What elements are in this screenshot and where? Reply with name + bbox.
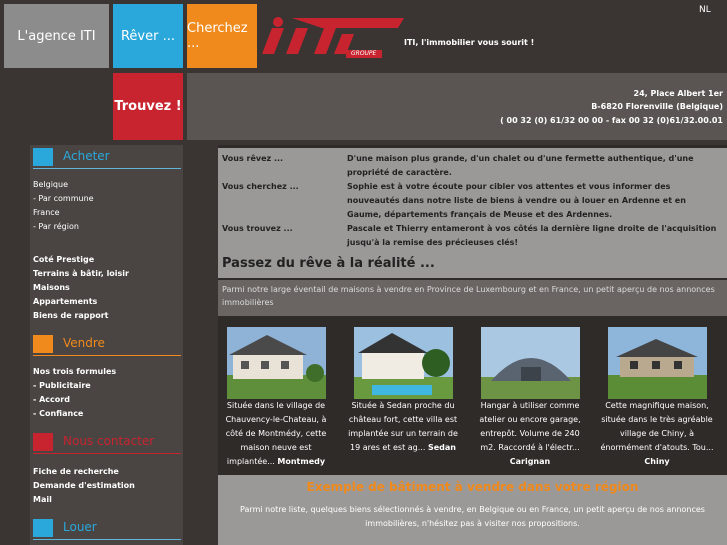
intro-text-trouvez: Pascale et Thierry entameront à vos côtés la dernière ligne droite de l'acquisition jusqu'à la remise des précieuses clés! (347, 224, 717, 247)
sidebar-item-mail[interactable]: Mail (33, 495, 52, 504)
house-photo[interactable] (227, 327, 326, 399)
tagline: ITI, l'immobilier vous sourit ! (404, 38, 535, 47)
divider (33, 168, 181, 169)
divider (33, 453, 181, 454)
nav-cherchez-label: Cherchez ... (187, 21, 248, 51)
listing-text: Située dans le village de Chauvency-le-Chateau, à côté de Montmédy, cette maison neuve est implantée... (225, 401, 327, 466)
nav-agence-tile[interactable] (4, 4, 109, 68)
intro-label-cherchez: Vous cherchez ... (222, 182, 299, 191)
sidebar (30, 145, 183, 545)
listing-description (472, 399, 588, 469)
address-band (187, 73, 727, 140)
nav-cherchez-tile[interactable] (187, 4, 257, 68)
listing-place[interactable]: Carignan (509, 457, 551, 466)
intro-heading: Passez du rêve à la réalité ... (222, 256, 435, 271)
section-vendre[interactable] (33, 335, 181, 353)
sidebar-item-demande-estimation[interactable]: Demande d'estimation (33, 481, 135, 490)
nav-rever-label: Rêver ... (120, 28, 175, 44)
listing-place[interactable]: Montmedy (277, 457, 326, 466)
listing-description (345, 399, 461, 455)
listing-card[interactable] (599, 323, 715, 468)
sidebar-item-confiance[interactable]: - Confiance (33, 409, 84, 418)
section-louer[interactable] (33, 519, 181, 537)
listing-card[interactable] (345, 323, 461, 468)
listing-text: Cette magnifique maison, située dans le très agréable village de Chiny, à énormément d'atouts. Tou... (600, 401, 714, 452)
listing-description (218, 399, 334, 469)
sidebar-item-nos-trois-formules[interactable]: Nos trois formules (33, 367, 117, 376)
listing-card[interactable] (472, 323, 588, 468)
section-acheter-title: Acheter (63, 149, 110, 163)
intro-label-revez: Vous rêvez ... (222, 154, 284, 163)
iti-logo[interactable] (262, 14, 404, 60)
sidebar-item-par-commune[interactable]: - Par commune (33, 194, 94, 203)
divider (33, 355, 181, 356)
exemple-section (218, 475, 727, 545)
sidebar-item-par-region[interactable]: - Par région (33, 222, 79, 231)
listing-description (599, 399, 715, 469)
listing-place[interactable]: Sedan (427, 443, 456, 452)
section-vendre-title: Vendre (63, 336, 105, 350)
address-line-2: B-6820 Florenville (Belgique) (591, 102, 723, 111)
exemple-title: Exemple de bâtiment à vendre dans votre région (306, 480, 639, 494)
contact-square-icon (33, 433, 53, 451)
listing-place[interactable]: Chiny (644, 457, 670, 466)
sidebar-item-accord[interactable]: - Accord (33, 395, 70, 404)
address-line-3: ( 00 32 (0) 61/32 00 00 - fax 00 32 (0)61/32.00.01 (500, 116, 723, 125)
sidebar-item-biens-de-rapport[interactable]: Biens de rapport (33, 311, 109, 320)
intro-box (218, 148, 727, 278)
intro-text-revez: D'une maison plus grande, d'un chalet ou d'une fermette authentique, d'une propriété de caractère. (347, 154, 694, 177)
language-switch-nl[interactable]: NL (699, 5, 711, 15)
listing-text: Hangar à utiliser comme atelier ou encore garage, entrepôt. Volume de 240 m2. Raccordé à l'électr... (479, 401, 581, 452)
sidebar-item-cote-prestige[interactable]: Coté Prestige (33, 255, 95, 264)
sidebar-item-maisons[interactable]: Maisons (33, 283, 70, 292)
address-line-1: 24, Place Albert 1er (633, 89, 723, 98)
intro-text-cherchez: Sophie est à votre écoute pour cibler vos attentes et vous informer des nouveautés dans notre liste de biens à vendre ou à louer en Ardenne et en Gaume, départements français de Meuse et des Ardennes. (347, 182, 686, 219)
house-photo[interactable] (608, 327, 707, 399)
nav-agence-label: L'agence ITI (17, 28, 96, 44)
divider (33, 539, 181, 540)
listing-text: Située à Sedan proche du château fort, cette villa est implantée sur un terrain de 19 ares et est ag... (348, 401, 458, 452)
sidebar-item-fiche-de-recherche[interactable]: Fiche de recherche (33, 467, 119, 476)
sidebar-item-france[interactable]: France (33, 208, 60, 217)
sidebar-item-publicitaire[interactable]: - Publicitaire (33, 381, 91, 390)
nav-rever-tile[interactable] (113, 4, 183, 68)
sidebar-item-terrains[interactable]: Terrains à bâtir, loisir (33, 269, 129, 278)
house-photo[interactable] (481, 327, 580, 399)
acheter-square-icon (33, 148, 53, 166)
sidebar-item-appartements[interactable]: Appartements (33, 297, 98, 306)
section-contact[interactable] (33, 433, 181, 451)
nav-trouvez-label: Trouvez ! (114, 99, 182, 114)
section-louer-title: Louer (63, 520, 97, 534)
iti-logo-graphic (262, 14, 404, 60)
house-photo[interactable] (354, 327, 453, 399)
nav-trouvez-tile[interactable] (113, 73, 183, 140)
louer-square-icon (33, 519, 53, 537)
sidebar-item-belgique[interactable]: Belgique (33, 180, 69, 189)
vendre-square-icon (33, 335, 53, 353)
section-acheter[interactable] (33, 148, 181, 166)
logo-sub-text: GROUPE (351, 50, 377, 57)
section-contact-title: Nous contacter (63, 434, 155, 448)
listing-card[interactable] (218, 323, 334, 468)
exemple-text: Parmi notre liste, quelques biens sélectionnés à vendre, en Belgique ou en France, un petit aperçu de nos annonces immobilières, n'hésitez pas à visiter nos propositions. (240, 505, 705, 528)
intro-label-trouvez: Vous trouvez ... (222, 224, 293, 233)
listing-pitch: Parmi notre large éventail de maisons à vendre en Province de Luxembourg et en France, un petit aperçu de nos annonces immobilières (218, 280, 727, 316)
